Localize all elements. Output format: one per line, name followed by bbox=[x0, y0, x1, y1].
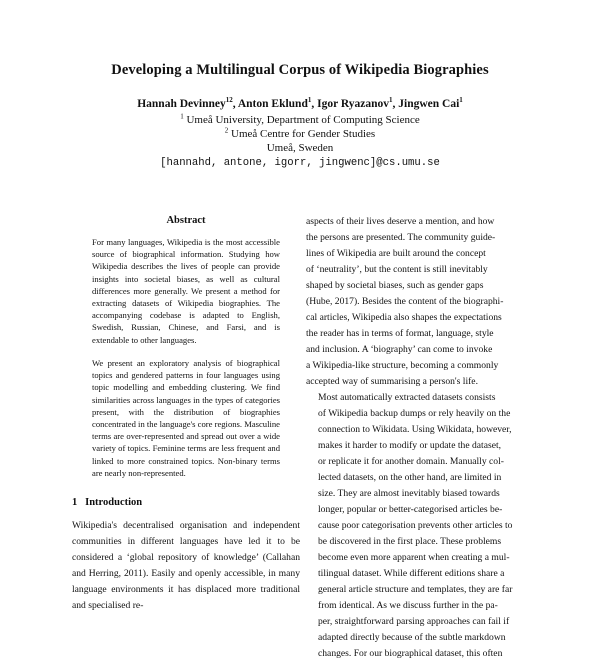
text-line: per, straightforward parsing approaches can fail if bbox=[318, 616, 510, 627]
text-line: longer, popular or better-categorised articles be- bbox=[318, 504, 503, 515]
section-title: Introduction bbox=[85, 497, 143, 508]
text-line: connection to Wikidata. Using Wikidata, however, bbox=[318, 424, 512, 435]
author-affil-mark: 12 bbox=[225, 96, 233, 105]
text-line: lines of Wikipedia are built around the concept bbox=[306, 248, 486, 259]
text-line: aspects of their lives deserve a mention, and how bbox=[306, 216, 495, 227]
intro-paragraph: Wikipedia's decentralised organisation and independent communities in different languages have led it to be considered a ‘global repository of knowledge’ (Callahan and Herring, 2011). Easily and openly accessible, in many language environments it has displaced more traditional and specialised re- bbox=[72, 520, 300, 611]
text-line: of Wikipedia backup dumps or rely heavily on the bbox=[318, 408, 511, 419]
text-line: the persons are presented. The community guide- bbox=[306, 232, 496, 243]
text-line: cause poor categorisation prevents other articles to bbox=[318, 520, 513, 531]
text-line: shaped by societal biases, such as gender gaps bbox=[306, 280, 484, 291]
right-paragraph-2 bbox=[306, 390, 532, 662]
author-affil-mark: 1 bbox=[459, 96, 463, 105]
text-line: accepted way of summarising a person's life. bbox=[306, 376, 478, 387]
author-name: Anton Eklund bbox=[237, 98, 308, 110]
text-line: adapted directly because of the subtle markdown bbox=[318, 632, 506, 643]
text-line: of ‘neutrality’, but the content is still inevitably bbox=[306, 264, 488, 275]
abstract-paragraph-2: We present an exploratory analysis of biographical topics and gendered patterns in four languages using topic modelling and embedding clustering. We find similarities across languages in the types of categories present, with the distribution of biographies concentrated in the language's core regions. Masculine terms are over-represented and spread out over a wide variety of topics. Feminine terms are less frequent and linked to more constrained topics. Non-binary terms are nearly non-represented. bbox=[92, 358, 280, 478]
text-line: (Hube, 2017). Besides the content of the biographi- bbox=[306, 296, 504, 307]
affil-text: Umeå Centre for Gender Studies bbox=[231, 128, 376, 140]
section-heading bbox=[72, 497, 142, 508]
author-list: Hannah Devinney$^{12}$, Anton Eklund$^1$, Igor Ryazanov$^1$, Jingwen Cai$^1$ bbox=[137, 96, 463, 110]
author-affil-mark: 1 bbox=[307, 96, 312, 105]
email: [hannahd, antone, igorr, jingwenc]@cs.umu.se bbox=[160, 157, 440, 169]
section-number: 1 bbox=[72, 497, 78, 508]
text-line: size. They are almost inevitably biased towards bbox=[318, 488, 500, 499]
affiliation-1 bbox=[0, 114, 600, 126]
affil-mark: 2 bbox=[224, 126, 229, 135]
text-line: Most automatically extracted datasets consists bbox=[318, 392, 496, 403]
right-column bbox=[306, 214, 532, 662]
author-affil-mark: 1 bbox=[389, 96, 393, 105]
text-line: become even more apparent when creating a mul- bbox=[318, 552, 510, 563]
affil-mark: 1 bbox=[180, 112, 184, 121]
author-name: Jingwen Cai bbox=[398, 98, 460, 110]
affiliation-2 bbox=[0, 128, 600, 140]
text-line: and inclusion. A ‘biography’ can come to invoke bbox=[306, 344, 493, 355]
text-line: the reader has in terms of format, language, style bbox=[306, 328, 494, 339]
text-line: cal articles, Wikipedia also shapes the expectations bbox=[306, 312, 502, 323]
text-line: makes it harder to modify or update the dataset, bbox=[318, 440, 502, 451]
author-name: Igor Ryazanov bbox=[317, 98, 389, 110]
abstract-paragraph-1: For many languages, Wikipedia is the most accessible source of biographical information. Studying how Wikipedia describes the lives of people can provide insights into societal biases, as well as cultural differences more generally. We present a method for extracting datasets of Wikipedia biographies. The accompanying codebase is adapted to English, Swedish, Russian, Chinese, and Farsi, and is extendable to other languages. bbox=[92, 237, 280, 345]
text-line: general article structure and templates, they are far bbox=[318, 584, 513, 595]
text-line: or replicate it for another domain. Manually col- bbox=[318, 456, 504, 467]
right-paragraph-1 bbox=[306, 214, 532, 390]
text-line: from identical. As we discuss further in the pa- bbox=[318, 600, 498, 611]
author-name: Hannah Devinney bbox=[137, 98, 226, 110]
paper-title: Developing a Multilingual Corpus of Wikipedia Biographies bbox=[111, 62, 489, 78]
text-line: lected datasets, on the other hand, are limited in bbox=[318, 472, 502, 483]
text-line: tilingual dataset. While different editions share a bbox=[318, 568, 505, 579]
location: Umeå, Sweden bbox=[266, 142, 334, 154]
text-line: changes. For our biographical dataset, this often bbox=[318, 648, 503, 659]
affil-text: Umeå University, Department of Computing Science bbox=[186, 114, 420, 126]
abstract-heading: Abstract bbox=[166, 215, 206, 226]
text-line: be discovered in the first place. These problems bbox=[318, 536, 502, 547]
text-line: a Wikipedia-like structure, becoming a commonly bbox=[306, 360, 499, 371]
